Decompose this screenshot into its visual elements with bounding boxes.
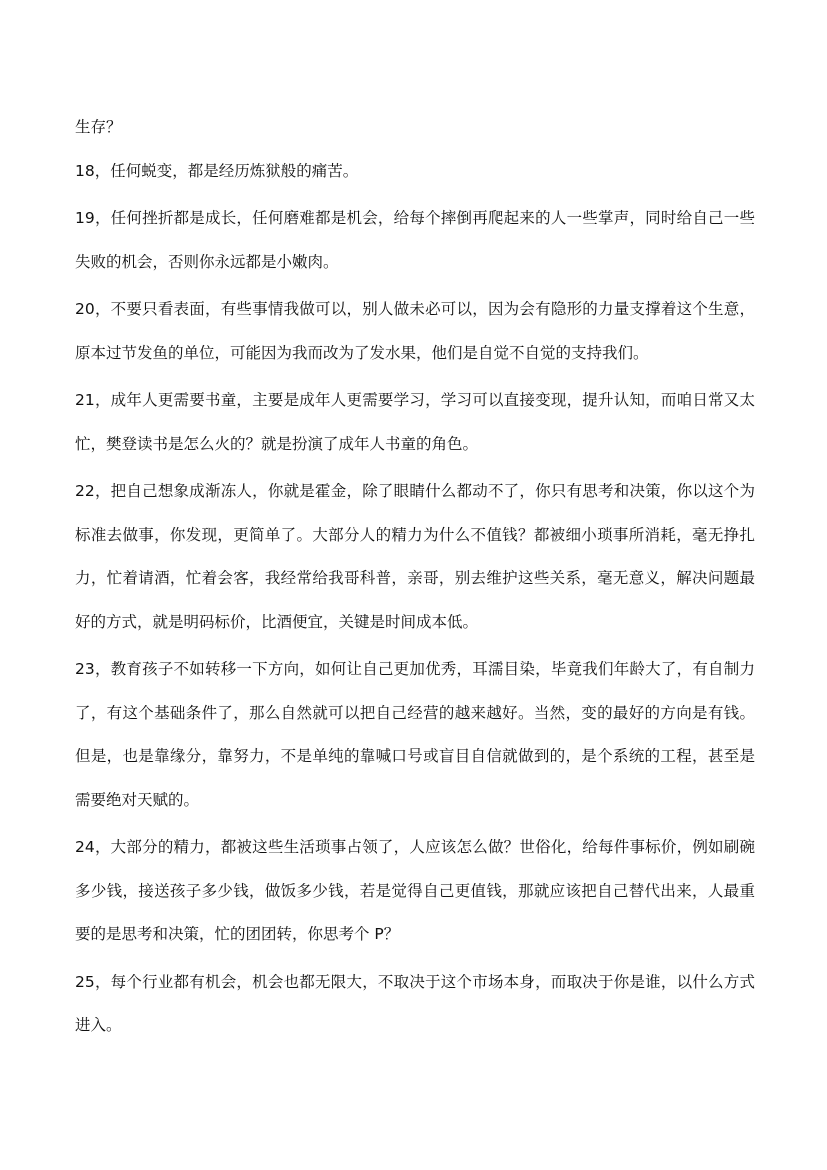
- paragraph-18: 18，任何蜕变，都是经历炼狱般的痛苦。: [75, 161, 359, 180]
- document-page: [75, 106, 755, 1052]
- paragraph-19: 19，任何挫折都是成长，任何磨难都是机会，给每个摔倒再爬起来的人一些掌声，同时给自己一些失败的机会，否则你永远都是小嫩肉。: [75, 209, 755, 271]
- paragraph-20: 20，不要只看表面，有些事情我做可以，别人做未必可以，因为会有隐形的力量支撑着这个生意，原本过节发鱼的单位，可能因为我而改为了发水果，他们是自觉不自觉的支持我们。: [75, 300, 755, 362]
- paragraph-21: 21，成年人更需要书童，主要是成年人更需要学习，学习可以直接变现，提升认知，而咱日常又太忙，樊登读书是怎么火的？就是扮演了成年人书童的角色。: [75, 391, 755, 453]
- paragraph-22: 22，把自己想象成渐冻人，你就是霍金，除了眼睛什么都动不了，你只有思考和决策，你以这个为标准去做事，你发现，更简单了。大部分人的精力为什么不值钱？都被细小琐事所消耗，毫无挣扎力，忙着请酒，忙着会客，我经常给我哥科普，亲哥，别去维护这些关系，毫无意义，解决问题最好的方式，就是明码标价，比酒便宜，关键是时间成本低。: [75, 482, 755, 631]
- paragraph-24: 24，大部分的精力，都被这些生活琐事占领了，人应该怎么做？世俗化，给每件事标价，例如刷碗多少钱，接送孩子多少钱，做饭多少钱，若是觉得自己更值钱，那就应该把自己替代出来，人最重要的是思考和决策，忙的团团转，你思考个 P？: [75, 838, 755, 943]
- paragraph-23: 23，教育孩子不如转移一下方向，如何让自己更加优秀，耳濡目染，毕竟我们年龄大了，有自制力了，有这个基础条件了，那么自然就可以把自己经营的越来越好。当然，变的最好的方向是有钱。但是，也是靠缘分，靠努力，不是单纯的靠喊口号或盲目自信就做到的，是个系统的工程，甚至是需要绝对天赋的。: [75, 660, 755, 809]
- paragraph-25: 25，每个行业都有机会，机会也都无限大，不取决于这个市场本身，而取决于你是谁，以什么方式进入。: [75, 972, 755, 1034]
- paragraph-intro: 生存？: [75, 118, 122, 136]
